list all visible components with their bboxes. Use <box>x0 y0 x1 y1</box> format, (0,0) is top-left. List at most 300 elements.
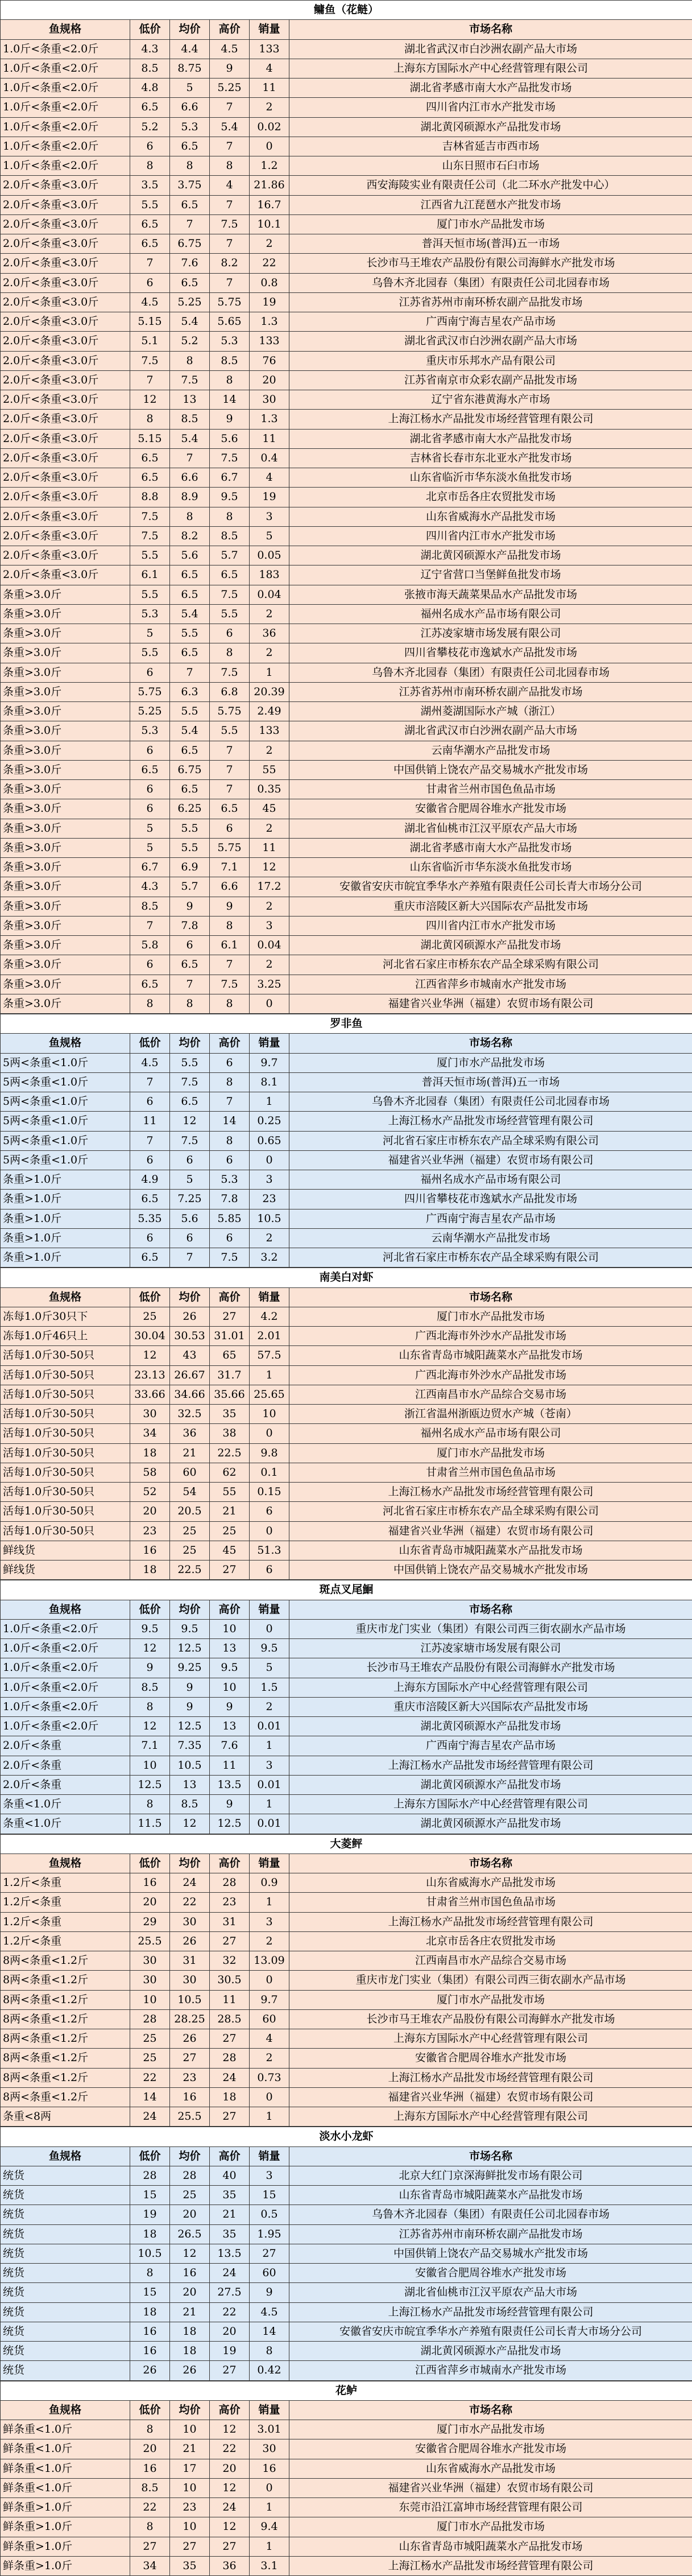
spec-cell: 活每1.0斤30-50只 <box>1 1521 130 1541</box>
volume-cell: 183 <box>250 565 289 585</box>
low-price-cell: 5.25 <box>130 702 170 721</box>
table-row <box>1 1327 692 1346</box>
avg-price-cell: 26 <box>170 2361 210 2380</box>
volume-cell: 2 <box>250 1697 289 1716</box>
spec-cell: 统货 <box>1 2283 130 2302</box>
section-title-row <box>1 2381 692 2400</box>
avg-price-cell: 25 <box>170 2186 210 2205</box>
market-name-cell: 河北省石家庄市桥东农产品全球采购有限公司 <box>289 1502 692 1521</box>
high-price-cell: 6.7 <box>210 468 250 488</box>
volume-cell: 3.2 <box>250 1248 289 1268</box>
high-price-cell: 31.7 <box>210 1365 250 1385</box>
avg-price-cell: 34.66 <box>170 1385 210 1404</box>
low-price-cell: 30 <box>130 1405 170 1424</box>
avg-price-cell: 25 <box>170 1541 210 1560</box>
table-row <box>1 1912 692 1931</box>
market-name-cell: 江苏凌家塘市场发展有限公司 <box>289 1639 692 1658</box>
low-price-cell: 6.5 <box>130 468 170 488</box>
high-price-cell: 7 <box>210 234 250 254</box>
volume-cell: 1.95 <box>250 2224 289 2244</box>
avg-price-cell: 6 <box>170 1150 210 1170</box>
table-row <box>1 79 692 98</box>
header-avg: 均价 <box>170 20 210 39</box>
high-price-cell: 28.5 <box>210 2009 250 2029</box>
spec-cell: 条重>1.0斤 <box>1 1190 130 1209</box>
market-name-cell: 辽宁省营口当堡鲜鱼批发市场 <box>289 565 692 585</box>
volume-cell: 2 <box>250 955 289 975</box>
spec-cell: 活每1.0斤30-50只 <box>1 1424 130 1443</box>
market-name-cell: 安徽省合肥周谷堆水产批发市场 <box>289 2049 692 2068</box>
volume-cell: 1 <box>250 2537 289 2556</box>
spec-cell: 2.0斤<条重<3.0斤 <box>1 448 130 468</box>
volume-cell: 14 <box>250 2322 289 2341</box>
spec-cell: 1.0斤<条重<2.0斤 <box>1 156 130 176</box>
table-row <box>1 2068 692 2087</box>
section-title-row <box>1 1834 692 1853</box>
high-price-cell: 9 <box>210 1697 250 1716</box>
header-market: 市场名称 <box>289 2400 692 2420</box>
low-price-cell: 8 <box>130 410 170 429</box>
low-price-cell: 20 <box>130 1893 170 1912</box>
market-name-cell: 四川省内江市水产批发市场 <box>289 98 692 117</box>
spec-cell: 条重>3.0斤 <box>1 838 130 857</box>
header-high: 高价 <box>210 1034 250 1053</box>
high-price-cell: 7 <box>210 273 250 292</box>
low-price-cell: 20 <box>130 2439 170 2459</box>
low-price-cell: 5 <box>130 624 170 643</box>
avg-price-cell: 5.5 <box>170 702 210 721</box>
avg-price-cell: 6.75 <box>170 760 210 779</box>
market-name-cell: 乌鲁木齐北园春（集团）有限责任公司北园春市场 <box>289 273 692 292</box>
market-name-cell: 西安海陵实业有限责任公司（北二环水产批发中心） <box>289 176 692 195</box>
low-price-cell: 34 <box>130 1424 170 1443</box>
market-name-cell: 湖北省武汉市白沙洲农副产品大市场 <box>289 39 692 59</box>
avg-price-cell: 7.5 <box>170 1131 210 1150</box>
avg-price-cell: 54 <box>170 1483 210 1502</box>
low-price-cell: 10 <box>130 1756 170 1775</box>
table-row <box>1 1307 692 1326</box>
spec-cell: 1.2斤<条重 <box>1 1931 130 1951</box>
high-price-cell: 9.5 <box>210 488 250 507</box>
volume-cell: 0.4 <box>250 448 289 468</box>
low-price-cell: 11 <box>130 1112 170 1131</box>
avg-price-cell: 5.5 <box>170 819 210 838</box>
low-price-cell: 6.5 <box>130 760 170 779</box>
volume-cell: 16.7 <box>250 195 289 214</box>
volume-cell: 1 <box>250 1795 289 1814</box>
high-price-cell: 12 <box>210 2420 250 2439</box>
low-price-cell: 15 <box>130 2283 170 2302</box>
section-title-row <box>1 1 692 20</box>
volume-cell: 10.5 <box>250 1209 289 1228</box>
volume-cell: 8.1 <box>250 1072 289 1092</box>
low-price-cell: 22 <box>130 2498 170 2517</box>
spec-cell: 2.0斤<条重<3.0斤 <box>1 526 130 546</box>
spec-cell: 2.0斤<条重<3.0斤 <box>1 273 130 292</box>
table-row <box>1 1678 692 1697</box>
volume-cell: 2 <box>250 1931 289 1951</box>
market-name-cell: 湖北省仙桃市江汉平原农产品大市场 <box>289 2283 692 2302</box>
table-row <box>1 858 692 877</box>
header-low: 低价 <box>130 1287 170 1307</box>
high-price-cell: 35 <box>210 2224 250 2244</box>
market-name-cell: 东莞市沿江富坤市场经营管理有限公司 <box>289 2498 692 2517</box>
table-row <box>1 877 692 897</box>
table-row <box>1 273 692 292</box>
high-price-cell: 7 <box>210 1092 250 1112</box>
avg-price-cell: 7 <box>170 214 210 234</box>
spec-cell: 统货 <box>1 2322 130 2341</box>
spec-cell: 鲜条重>1.0斤 <box>1 2498 130 2517</box>
market-name-cell: 湖北省仙桃市江汉平原农产品大市场 <box>289 819 692 838</box>
spec-cell: 2.0斤<条重<3.0斤 <box>1 488 130 507</box>
low-price-cell: 6 <box>130 780 170 799</box>
market-name-cell: 上海江杨水产品批发市场经营管理有限公司 <box>289 1483 692 1502</box>
table-row <box>1 799 692 819</box>
low-price-cell: 6.5 <box>130 234 170 254</box>
volume-cell: 45 <box>250 799 289 819</box>
volume-cell: 3 <box>250 1756 289 1775</box>
volume-cell: 0 <box>250 1619 289 1638</box>
high-price-cell: 8 <box>210 643 250 663</box>
table-row <box>1 721 692 741</box>
high-price-cell: 5.65 <box>210 312 250 332</box>
avg-price-cell: 60 <box>170 1463 210 1482</box>
market-name-cell: 福州名成水产品市场有限公司 <box>289 1170 692 1190</box>
volume-cell: 2.01 <box>250 1327 289 1346</box>
high-price-cell: 20 <box>210 2322 250 2341</box>
table-row <box>1 1385 692 1404</box>
spec-cell: 8两<条重<1.2斤 <box>1 1971 130 1990</box>
volume-cell: 76 <box>250 351 289 370</box>
volume-cell: 1 <box>250 1092 289 1112</box>
market-name-cell: 云南华潮水产品批发市场 <box>289 1228 692 1248</box>
table-row <box>1 488 692 507</box>
market-name-cell: 广西南宁海吉星农产品市场 <box>289 312 692 332</box>
low-price-cell: 5.15 <box>130 312 170 332</box>
market-name-cell: 安徽省合肥周谷堆水产批发市场 <box>289 799 692 819</box>
avg-price-cell: 31 <box>170 1951 210 1971</box>
spec-cell: 条重>3.0斤 <box>1 975 130 994</box>
avg-price-cell: 25 <box>170 1521 210 1541</box>
spec-cell: 2.0斤<条重 <box>1 1756 130 1775</box>
volume-cell: 133 <box>250 332 289 351</box>
volume-cell: 3 <box>250 507 289 526</box>
avg-price-cell: 18 <box>170 2322 210 2341</box>
spec-cell: 条重>3.0斤 <box>1 819 130 838</box>
volume-cell: 4 <box>250 2029 289 2049</box>
table-row <box>1 1502 692 1521</box>
table-row <box>1 2186 692 2205</box>
high-price-cell: 35 <box>210 1405 250 1424</box>
table-row <box>1 1541 692 1560</box>
table-row <box>1 2537 692 2556</box>
price-table-section <box>0 1014 692 1268</box>
header-row <box>1 1034 692 1053</box>
low-price-cell: 12 <box>130 390 170 410</box>
high-price-cell: 9.5 <box>210 1658 250 1678</box>
table-row <box>1 1112 692 1131</box>
market-name-cell: 江西省九江琵琶水产批发市场 <box>289 195 692 214</box>
avg-price-cell: 13 <box>170 390 210 410</box>
high-price-cell: 7 <box>210 195 250 214</box>
table-row <box>1 195 692 214</box>
high-price-cell: 24 <box>210 2498 250 2517</box>
volume-cell: 55 <box>250 760 289 779</box>
table-row <box>1 176 692 195</box>
avg-price-cell: 21 <box>170 1443 210 1463</box>
table-row <box>1 1092 692 1112</box>
table-row <box>1 546 692 565</box>
avg-price-cell: 8.75 <box>170 59 210 78</box>
table-row <box>1 254 692 273</box>
avg-price-cell: 5 <box>170 1170 210 1190</box>
avg-price-cell: 16 <box>170 2087 210 2107</box>
market-name-cell: 上海江杨水产品批发市场经营管理有限公司 <box>289 2556 692 2575</box>
low-price-cell: 6 <box>130 741 170 760</box>
volume-cell: 36 <box>250 624 289 643</box>
table-row <box>1 702 692 721</box>
volume-cell: 0.5 <box>250 2205 289 2224</box>
volume-cell: 12 <box>250 858 289 877</box>
spec-cell: 1.0斤<条重<2.0斤 <box>1 39 130 59</box>
table-row <box>1 39 692 59</box>
high-price-cell: 6.6 <box>210 877 250 897</box>
spec-cell: 统货 <box>1 2361 130 2380</box>
avg-price-cell: 10.5 <box>170 1756 210 1775</box>
spec-cell: 统货 <box>1 2205 130 2224</box>
high-price-cell: 21 <box>210 1502 250 1521</box>
spec-cell: 5两<条重<1.0斤 <box>1 1131 130 1150</box>
low-price-cell: 6 <box>130 799 170 819</box>
high-price-cell: 8.5 <box>210 526 250 546</box>
volume-cell: 5 <box>250 1658 289 1678</box>
avg-price-cell: 28 <box>170 2166 210 2185</box>
market-name-cell: 厦门市水产品批发市场 <box>289 1443 692 1463</box>
table-row <box>1 780 692 799</box>
low-price-cell: 5.5 <box>130 643 170 663</box>
table-row <box>1 2302 692 2322</box>
high-price-cell: 7.6 <box>210 1736 250 1756</box>
high-price-cell: 25 <box>210 1521 250 1541</box>
volume-cell: 0.01 <box>250 1717 289 1736</box>
high-price-cell: 7.5 <box>210 975 250 994</box>
low-price-cell: 18 <box>130 2224 170 2244</box>
volume-cell: 0.9 <box>250 1873 289 1893</box>
spec-cell: 鲜条重<1.0斤 <box>1 2420 130 2439</box>
high-price-cell: 14 <box>210 1112 250 1131</box>
high-price-cell: 6.5 <box>210 565 250 585</box>
spec-cell: 2.0斤<条重<3.0斤 <box>1 176 130 195</box>
volume-cell: 0.35 <box>250 780 289 799</box>
market-name-cell: 山东省青岛市城阳蔬菜水产品批发市场 <box>289 2186 692 2205</box>
avg-price-cell: 21 <box>170 2302 210 2322</box>
spec-cell: 统货 <box>1 2166 130 2185</box>
table-row <box>1 1658 692 1678</box>
high-price-cell: 5.4 <box>210 117 250 137</box>
avg-price-cell: 8 <box>170 156 210 176</box>
price-table-section <box>0 2127 692 2380</box>
volume-cell: 9 <box>250 2283 289 2302</box>
spec-cell: 5两<条重<1.0斤 <box>1 1150 130 1170</box>
market-name-cell: 湖北省孝感市南大水产品批发市场 <box>289 79 692 98</box>
low-price-cell: 9.5 <box>130 1619 170 1638</box>
spec-cell: 5两<条重<1.0斤 <box>1 1072 130 1092</box>
header-vol: 销量 <box>250 1287 289 1307</box>
volume-cell: 30 <box>250 390 289 410</box>
volume-cell: 0 <box>250 2478 289 2497</box>
spec-cell: 统货 <box>1 2264 130 2283</box>
volume-cell: 133 <box>250 39 289 59</box>
header-spec: 鱼规格 <box>1 1287 130 1307</box>
high-price-cell: 8 <box>210 370 250 390</box>
spec-cell: 统货 <box>1 2302 130 2322</box>
table-row <box>1 2556 692 2575</box>
avg-price-cell: 5.4 <box>170 429 210 448</box>
low-price-cell: 12 <box>130 1346 170 1365</box>
header-low: 低价 <box>130 20 170 39</box>
low-price-cell: 6.5 <box>130 448 170 468</box>
avg-price-cell: 8 <box>170 351 210 370</box>
market-name-cell: 甘肃省兰州市国色鱼品市场 <box>289 1893 692 1912</box>
low-price-cell: 20 <box>130 1502 170 1521</box>
avg-price-cell: 7.6 <box>170 254 210 273</box>
spec-cell: 活每1.0斤30-50只 <box>1 1385 130 1404</box>
spec-cell: 条重>3.0斤 <box>1 585 130 604</box>
section-title-row <box>1 1580 692 1600</box>
high-price-cell: 8 <box>210 507 250 526</box>
market-name-cell: 四川省攀枝花市逸斌水产品批发市场 <box>289 1190 692 1209</box>
table-row <box>1 2498 692 2517</box>
volume-cell: 1 <box>250 2498 289 2517</box>
header-spec: 鱼规格 <box>1 20 130 39</box>
volume-cell: 3 <box>250 916 289 935</box>
low-price-cell: 30.04 <box>130 1327 170 1346</box>
spec-cell: 2.0斤<条重<3.0斤 <box>1 332 130 351</box>
high-price-cell: 14 <box>210 390 250 410</box>
avg-price-cell: 10.5 <box>170 1990 210 2009</box>
high-price-cell: 35.66 <box>210 1385 250 1404</box>
avg-price-cell: 26 <box>170 1307 210 1326</box>
avg-price-cell: 5.5 <box>170 1053 210 1072</box>
market-name-cell: 江西南昌市水产品综合交易市场 <box>289 1385 692 1404</box>
header-market: 市场名称 <box>289 1034 692 1053</box>
high-price-cell: 31 <box>210 1912 250 1931</box>
table-row <box>1 1893 692 1912</box>
table-row <box>1 312 692 332</box>
low-price-cell: 8.5 <box>130 59 170 78</box>
spec-cell: 活每1.0斤30-50只 <box>1 1365 130 1385</box>
market-name-cell: 福建省兴业华洲（福建）农贸市场有限公司 <box>289 1150 692 1170</box>
low-price-cell: 5.75 <box>130 682 170 701</box>
market-name-cell: 张掖市海天蔬菜果品水产品批发市场 <box>289 585 692 604</box>
high-price-cell: 27 <box>210 1561 250 1580</box>
spec-cell: 活每1.0斤30-50只 <box>1 1483 130 1502</box>
high-price-cell: 12.5 <box>210 1814 250 1834</box>
spec-cell: 2.0斤<条重<3.0斤 <box>1 312 130 332</box>
high-price-cell: 18 <box>210 2087 250 2107</box>
market-name-cell: 长沙市马王堆农产品股份有限公司海鲜水产批发市场 <box>289 254 692 273</box>
low-price-cell: 5.35 <box>130 1209 170 1228</box>
high-price-cell: 8 <box>210 1072 250 1092</box>
table-row <box>1 1424 692 1443</box>
volume-cell: 13.09 <box>250 1951 289 1971</box>
avg-price-cell: 20.5 <box>170 1502 210 1521</box>
table-row <box>1 643 692 663</box>
table-row <box>1 975 692 994</box>
low-price-cell: 26 <box>130 2361 170 2380</box>
volume-cell: 30 <box>250 2439 289 2459</box>
volume-cell: 2 <box>250 741 289 760</box>
table-row <box>1 98 692 117</box>
header-row <box>1 1853 692 1873</box>
table-row <box>1 2087 692 2107</box>
table-row <box>1 234 692 254</box>
avg-price-cell: 7.5 <box>170 1072 210 1092</box>
table-row <box>1 507 692 526</box>
table-row <box>1 585 692 604</box>
table-row <box>1 1561 692 1580</box>
market-name-cell: 湖北黄冈硕源水产品批发市场 <box>289 1814 692 1834</box>
spec-cell: 2.0斤<条重<3.0斤 <box>1 370 130 390</box>
header-low: 低价 <box>130 1600 170 1619</box>
market-name-cell: 山东省威海水产品批发市场 <box>289 507 692 526</box>
spec-cell: 条重>3.0斤 <box>1 916 130 935</box>
spec-cell: 1.0斤<条重<2.0斤 <box>1 1639 130 1658</box>
avg-price-cell: 12.5 <box>170 1639 210 1658</box>
low-price-cell: 58 <box>130 1463 170 1482</box>
table-row <box>1 410 692 429</box>
avg-price-cell: 6.5 <box>170 137 210 156</box>
low-price-cell: 29 <box>130 1912 170 1931</box>
volume-cell: 3.01 <box>250 2420 289 2439</box>
header-avg: 均价 <box>170 1853 210 1873</box>
low-price-cell: 6 <box>130 663 170 682</box>
market-name-cell: 湖州菱湖国际水产城（浙江） <box>289 702 692 721</box>
low-price-cell: 16 <box>130 2342 170 2361</box>
avg-price-cell: 36 <box>170 1424 210 1443</box>
avg-price-cell: 6.6 <box>170 468 210 488</box>
header-market: 市场名称 <box>289 1853 692 1873</box>
table-row <box>1 332 692 351</box>
table-row <box>1 936 692 955</box>
market-name-cell: 上海江杨水产品批发市场经营管理有限公司 <box>289 410 692 429</box>
volume-cell: 0.01 <box>250 1775 289 1794</box>
high-price-cell: 65 <box>210 1346 250 1365</box>
low-price-cell: 7 <box>130 254 170 273</box>
avg-price-cell: 8.9 <box>170 488 210 507</box>
high-price-cell: 5.75 <box>210 838 250 857</box>
avg-price-cell: 28.25 <box>170 2009 210 2029</box>
avg-price-cell: 8.5 <box>170 1795 210 1814</box>
table-row <box>1 2478 692 2497</box>
market-name-cell: 安徽省安庆市皖宜季华水产养殖有限责任公司长青大市场分公司 <box>289 2322 692 2341</box>
avg-price-cell: 6.5 <box>170 955 210 975</box>
table-row <box>1 2107 692 2127</box>
table-row <box>1 59 692 78</box>
header-spec: 鱼规格 <box>1 2400 130 2420</box>
spec-cell: 统货 <box>1 2342 130 2361</box>
low-price-cell: 8 <box>130 994 170 1013</box>
market-name-cell: 福建省兴业华洲（福建）农贸市场有限公司 <box>289 994 692 1013</box>
spec-cell: 条重>3.0斤 <box>1 643 130 663</box>
high-price-cell: 36 <box>210 2556 250 2575</box>
avg-price-cell: 7 <box>170 975 210 994</box>
volume-cell: 6 <box>250 1502 289 1521</box>
spec-cell: 2.0斤<条重<3.0斤 <box>1 214 130 234</box>
volume-cell: 9.8 <box>250 1443 289 1463</box>
market-name-cell: 上海东方国际水产中心经营管理有限公司 <box>289 1795 692 1814</box>
